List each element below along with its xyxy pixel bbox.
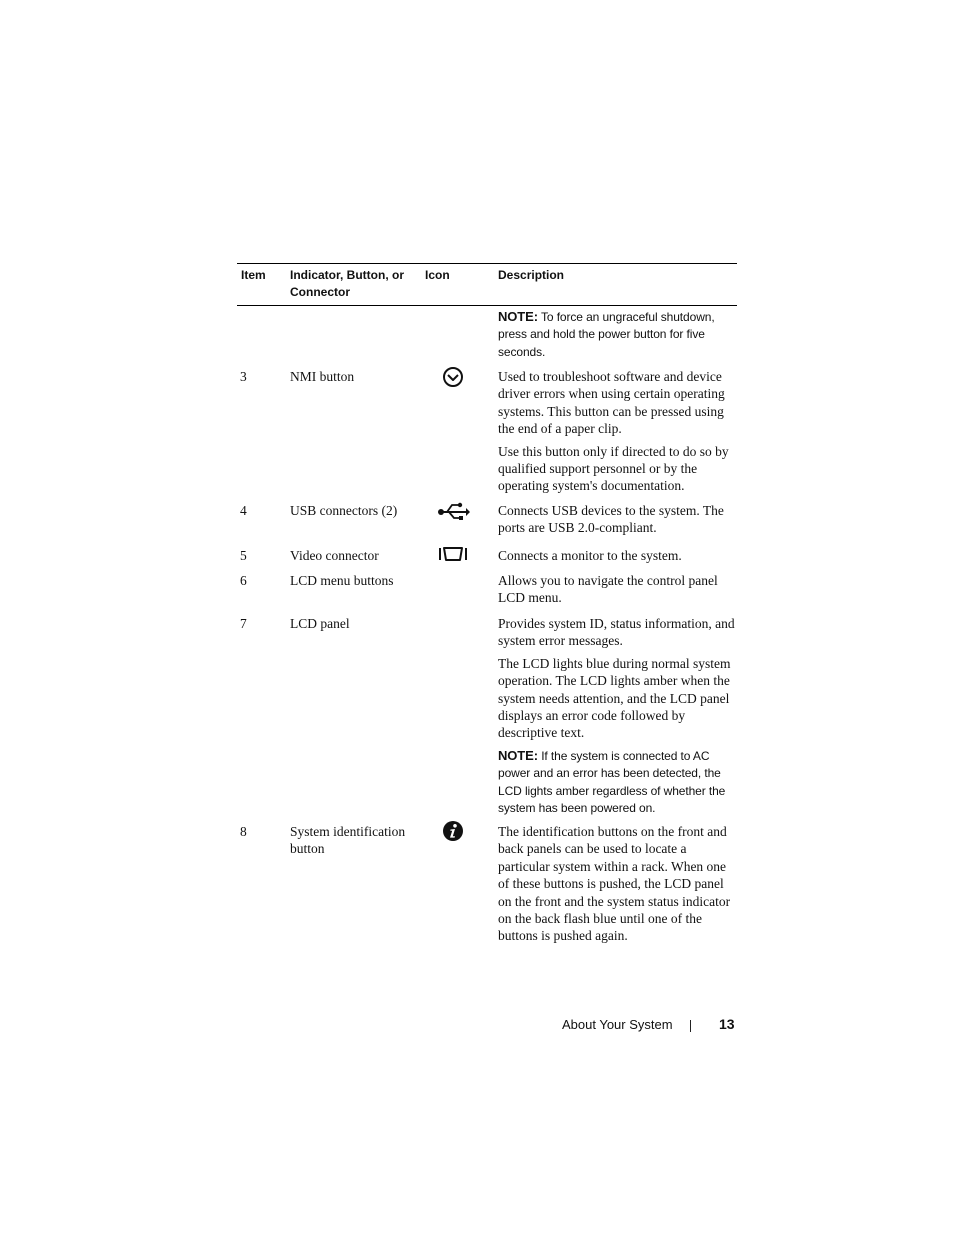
header-name: Indicator, Button, or Connector	[290, 268, 404, 299]
table-row	[237, 823, 737, 953]
nmi-icon	[437, 366, 469, 392]
description-paragraph: Connects a monitor to the system.	[498, 548, 682, 563]
video-connector-icon	[437, 544, 469, 568]
footer-separator	[690, 1020, 691, 1032]
table-row-continued	[237, 306, 737, 368]
row-name: USB connectors (2)	[290, 503, 398, 518]
row-description	[498, 502, 738, 542]
row-description	[498, 368, 738, 500]
description-paragraph: The identification buttons on the front and back panels can be used to locate a particular system within a rack. When one of these buttons is pushed, the LCD panel on the front and the system status indicator on the back flash blue until one of the buttons is pushed again.	[498, 824, 731, 944]
row-item-number: 6	[240, 573, 247, 588]
row-name: NMI button	[290, 369, 355, 384]
note-text: To force an ungraceful shutdown, press and hold the power button for five seconds.	[498, 310, 715, 359]
row-name: LCD menu buttons	[290, 573, 394, 588]
row-item-number: 4	[240, 503, 247, 518]
row-name: System identification button	[290, 824, 406, 857]
row-description	[498, 572, 738, 612]
table-header-row	[237, 264, 737, 305]
description-paragraph: The LCD lights blue during normal system operation. The LCD lights amber when the system needs attention, and the LCD panel displays an error code followed by descriptive text.	[498, 655, 731, 741]
note-block	[498, 308, 738, 361]
description-paragraph: Use this button only if directed to do so by qualified support personnel or by the operating system's documentation.	[498, 443, 729, 494]
table-row	[237, 547, 737, 572]
table-row	[237, 615, 737, 823]
row-name: Video connector	[290, 548, 379, 563]
description-paragraph: Provides system ID, status information, and system error messages.	[498, 616, 735, 649]
description-paragraph: Used to troubleshoot software and device driver errors when using certain operating systems. This button can be pressed using the end of a paper clip.	[498, 369, 725, 437]
component-table	[237, 263, 737, 953]
row-description	[498, 823, 738, 950]
description-paragraph: Connects USB devices to the system. The ports are USB 2.0-compliant.	[498, 503, 724, 536]
page-number: 13	[719, 1016, 735, 1032]
header-item: Item	[241, 268, 266, 282]
usb-icon	[437, 500, 469, 526]
row-item-number: 7	[240, 616, 247, 631]
row-description	[498, 547, 738, 569]
row-item-number: 5	[240, 548, 247, 563]
info-icon	[437, 819, 469, 847]
table-row	[237, 572, 737, 615]
footer-section-title: About Your System	[562, 1017, 673, 1032]
note-label: NOTE:	[498, 747, 538, 763]
header-description: Description	[498, 268, 565, 282]
note-text: If the system is connected to AC power and an error has been detected, the LCD lights amber regardless of whether the system has been powered on.	[498, 748, 726, 816]
table-row	[237, 502, 737, 547]
description-paragraph: Allows you to navigate the control panel LCD menu.	[498, 573, 718, 606]
row-item-number: 8	[240, 824, 247, 839]
header-icon: Icon	[425, 268, 450, 282]
note-label: NOTE:	[498, 309, 538, 324]
row-name: LCD panel	[290, 616, 350, 631]
row-item-number: 3	[240, 369, 247, 384]
row-description	[498, 615, 738, 817]
table-row	[237, 368, 737, 502]
note-block	[498, 747, 738, 818]
